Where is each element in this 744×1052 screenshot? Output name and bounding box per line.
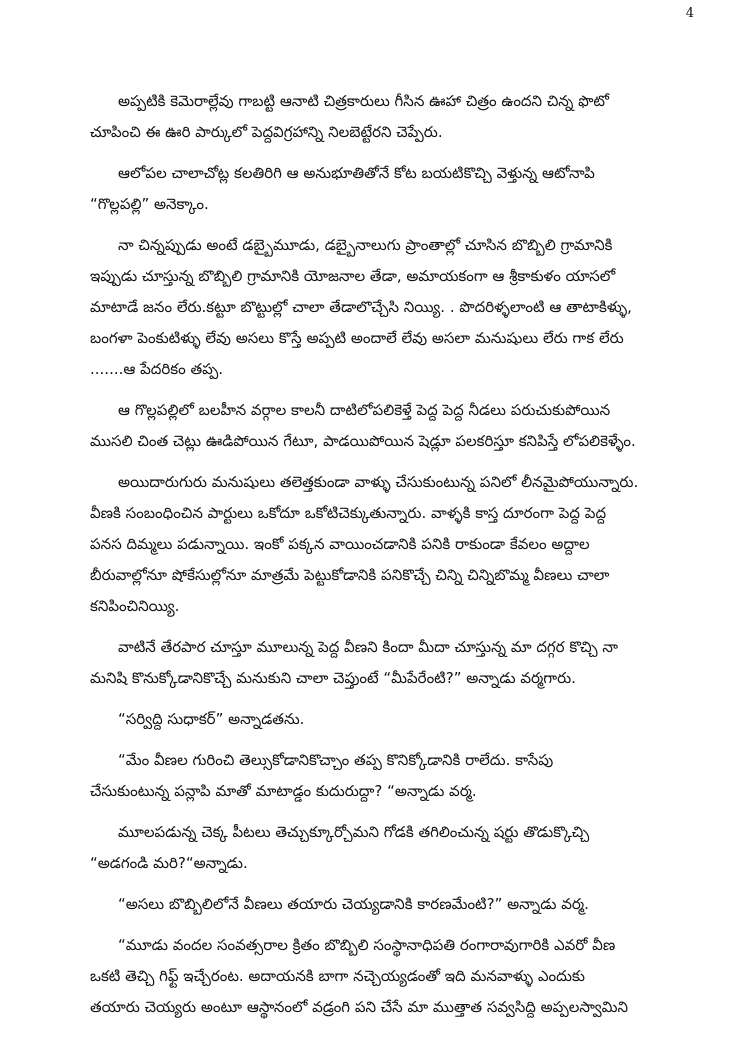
paragraph bbox=[90, 632, 656, 694]
paragraph bbox=[90, 930, 656, 1023]
text-line: ఆ గొల్లపల్లిలో బలహీన వర్గాల కాలనీ దాటిలోపలికెళ్తే పెద్ద పెద్ద నీడలు పరుచుకుపోయిన bbox=[118, 401, 611, 419]
text-line: ఒకటి తెచ్చి గిఫ్ట్ ఇచ్చేరంట. అదాయనకి బాగా నచ్చెయ్యడంతో ఇది మనవాళ్ళు ఎందుకు bbox=[90, 967, 585, 985]
text-line: మాటాడే జనం లేరు.కట్టూ బొట్టుల్లో చాలా తేడాలొచ్చేసి నియ్యి. . పొదరిళ్ళలాంటి ఆ తాటాకిళ్ళు, bbox=[90, 298, 632, 316]
paragraph bbox=[90, 395, 656, 457]
text-line: .......ఆ పేదరికం తప్ప. bbox=[90, 360, 224, 378]
text-line: “గొల్లపల్లి” అనెక్కాం. bbox=[90, 195, 209, 213]
text-line: “సర్విద్ది సుధాకర్” అన్నాడతను. bbox=[118, 710, 305, 728]
text-line: చేసుకుంటున్న పన్లాపి మాతో మాటాడ్డం కుదురుద్దా? “అన్నాడు వర్మ. bbox=[90, 782, 477, 800]
text-line: “మేం వీణల గురించి తెల్సుకోడానికొచ్చాం తప్ప కొనిక్కోడానికి రాలేదు. కాసేపు bbox=[118, 751, 554, 769]
text-line: తయారు చెయ్యరు అంటూ ఆస్థానంలో వడ్రంగి పని చేసే మా ముత్తాత సవ్వసిద్ది అప్పలస్వామిని bbox=[90, 998, 629, 1016]
text-line: “అసలు బొబ్బిలిలోనే వీణలు తయారు చెయ్యడానికి కారణమేంటి?” అన్నాడు వర్మ. bbox=[118, 895, 589, 913]
text-line: బంగళా పెంకుటిళ్ళు లేవు అసలు కొస్తే అప్పటి అందాలే లేవు అసలా మనుషులు లేరు గాక లేరు bbox=[90, 329, 624, 347]
paragraph bbox=[90, 158, 656, 220]
text-line: “అడగండి మరి?“అన్నాడు. bbox=[90, 854, 248, 872]
text-line: నా చిన్నప్పుడు అంటే డబ్బైమూడు, డబ్బైనాలుగు ప్రాంతాల్లో చూసిన బొబ్బిలి గ్రామానికి bbox=[118, 236, 613, 254]
paragraph bbox=[90, 467, 656, 622]
text-line: ముసలి చింత చెట్లు ఊడిపోయిన గేటూ, పాడయిపోయిన షెడ్లూ పలకరిస్తూ కనిపిస్తే లోపలికెళ్ళేం. bbox=[90, 432, 636, 450]
text-line: పనస దిమ్మలు పడున్నాయి. ఇంకో పక్కన వాయించడానికి పనికి రాకుండా కేవలం అద్దాల bbox=[90, 535, 590, 553]
paragraph bbox=[90, 86, 656, 148]
text-line: వాటినే తేరపార చూస్తూ మూలున్న పెద్ద వీణని కిందా మీదా చూస్తున్న మా దగ్గర కొచ్చి నా bbox=[118, 638, 618, 656]
paragraph bbox=[90, 889, 656, 920]
text-line: చూపించి ఈ ఊరి పార్కులో పెద్దవిగ్రహాన్ని నిలబెట్టేరని చెప్పేరు. bbox=[90, 123, 443, 141]
document-body bbox=[90, 86, 656, 1033]
paragraph bbox=[90, 230, 656, 385]
paragraph bbox=[90, 817, 656, 879]
text-line: ఇప్పుడు చూస్తున్న బొబ్బిలి గ్రామానికి యోజనాల తేడా, అమాయకంగా ఆ శ్రీకాకుళం యాసలో bbox=[90, 267, 616, 285]
paragraph bbox=[90, 704, 656, 735]
text-line: మనిషి కొనుక్కోడానికొచ్చే మనుకుని చాలా చెప్తుంటే “మీపేరేంటి?” అన్నాడు వర్మగారు. bbox=[90, 669, 576, 687]
paragraph bbox=[90, 745, 656, 807]
page-number: 4 bbox=[685, 6, 694, 21]
text-line: మూలపడున్న చెక్క పీటలు తెచ్చుక్కూర్చోమని గోడకి తగిలించున్న షర్టు తొడుక్కొచ్చి bbox=[118, 823, 590, 841]
text-line: “మూడు వందల సంవత్సరాల క్రితం బొబ్బిలి సంస్థానాధిపతి రంగారావుగారికి ఎవరో వీణ bbox=[118, 936, 616, 954]
text-line: కనిపించినియ్యి. bbox=[90, 597, 180, 615]
text-line: వీణకి సంబంధించిన పార్టులు ఒకోదూ ఒకోటిచెక్కుతున్నారు. వాళ్ళకి కాస్త దూరంగా పెద్ద పెద్ద bbox=[90, 504, 607, 522]
text-line: ఆలోపల చాలాచోట్ల కలతిరిగి ఆ అనుభూతితోనే కోట బయటికొచ్చి వెళ్తున్న ఆటోనాపి bbox=[118, 164, 595, 182]
text-line: అయిదారుగురు మనుషులు తలెత్తకుండా వాళ్ళు చేసుకుంటున్న పనిలో లీనమైపోయున్నారు. bbox=[118, 473, 639, 491]
text-line: అప్పటికి కెమెరాల్లేవు గాబట్టి ఆనాటి చిత్రకారులు గీసిన ఊహా చిత్రం ఉందని చిన్న ఫొటో bbox=[118, 92, 609, 110]
text-line: బీరువాల్లోనూ షోకేసుల్లోనూ మాత్రమే పెట్టుకోడానికి పనికొచ్చే చిన్ని చిన్నిబొమ్మ వీణలు చాలా bbox=[90, 566, 610, 584]
